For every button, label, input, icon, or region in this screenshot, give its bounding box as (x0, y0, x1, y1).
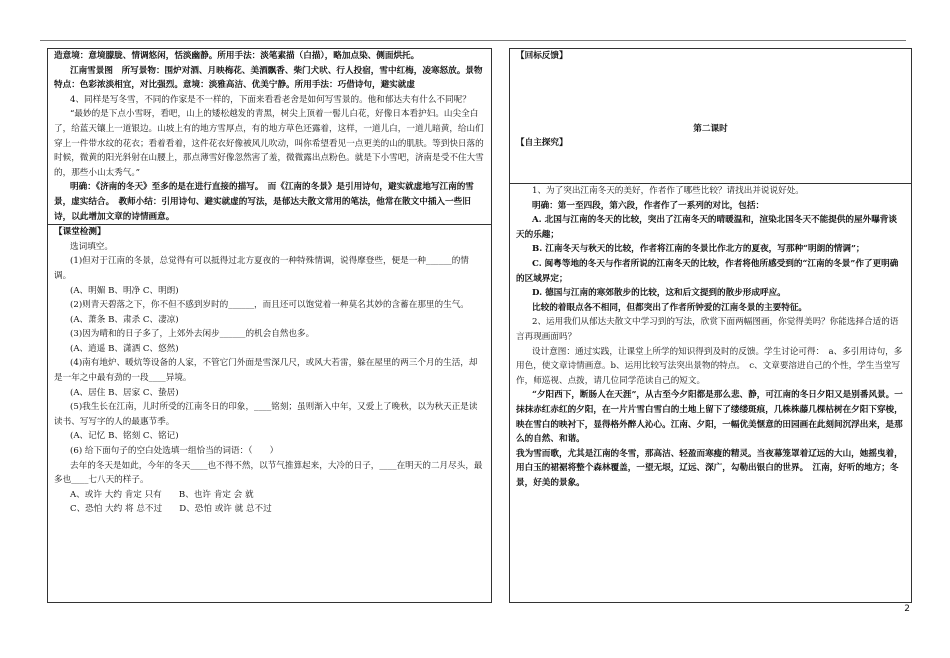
test-options: (A、萧条 B、肃杀 C、凄凉) (70, 314, 179, 325)
test-question: (3)因为晴和的日子多了，上郊外去闲步______的机会自然也多。 (70, 329, 315, 340)
test-intro: 选词填空。 (70, 241, 113, 252)
design-intent: 设计意图：通过实践，让课堂上所学的知识得到及时的反馈。学生讨论可得： a、多引用诗句，多用色，使文章诗情画意。b、运用比较写法突出景物的特点。 c、文章要溶进自己的个性，学生当堂写作，师巡视、点拨，请几位同学范读自己的短文。 (516, 346, 903, 386)
answer-item-a: A. 北国与江南的冬天的比较，突出了江南冬天的晴暖温和，渲染北国冬天不能提供的屋外曝背谈天的乐趣； (516, 215, 897, 240)
answer-item-d: D. 德国与江南的寒郊散步的比较，这和后文提到的散步形成呼应。 (532, 288, 786, 299)
explore-question-2: 2、运用我们从郁达夫散文中学习到的写法，欣赏下面两幅图画，你觉得美吗？你能选择合适的语言再现画面吗？ (516, 317, 899, 342)
sample-essay-1: “夕阳西下，断肠人在天涯”，从古至今夕阳都是那么悲、静，可江南的冬日夕阳又是别番风景。一抹抹赤红赤红的夕阳，在一片片雪白雪白的土地上留下了缕缕斑痕，几株株藤几棵枯树在夕阳下穿梭，映在雪白的映衬下，显得格外醉人沁心。江南、夕阳，一幅优美惬意的田园画在此刻间沉浮出来，是那么的自然、和谐。 (516, 390, 903, 445)
test-options: A、或许 大约 肯定 只有 B、也许 肯定 会 就 (70, 489, 254, 500)
test-options: (A、记忆 B、铭刻 C、铭记) (70, 431, 179, 442)
laoshe-quote: “最妙的是下点小雪呀，看吧，山上的矮松越发的青黑，树尖上顶着一髻儿白花，好像日本看护妇。山尖全白了，给蓝天镶上一道银边。山坡上有的地方雪厚点，有的地方草色还露着，这样，一道儿白，一道儿暗黄，给山们穿上一件带水纹的花衣；看着看着，这件花衣好像被风儿吹动，叫你希望看见一点更美的山的肌肤。等到快日落的时候，微黄的阳光斜射在山腰上，那点薄雪好像忽然害了羞，微微露出点粉色。就是下小雪吧，济南是受不住大雪的，那些小山太秀气。” (54, 109, 484, 178)
section-title-self-explore: 【自主探究】 (516, 138, 568, 149)
section-title-classroom-test: 【课堂检测】 (48, 224, 491, 240)
test-question: (5)我生长在江南，儿时所受的江南冬日的印象，____铭刻；虽则渐入中年，又爱上了晚秋，以为秋天正是读读书、写写字的人的最惠节季。 (54, 402, 478, 427)
feedback-box (510, 49, 911, 184)
answer-intro: 明确：第一至四段，第六段，作者作了一系列的对比，包括： (532, 200, 765, 211)
test-options: (A、逍遥 B、潇洒 C、悠然) (70, 343, 179, 354)
imagery-summary-1: 造意境：意境朦胧、情调悠闲，恬淡幽静。所用手法：淡笔素描（白描），略加点染、侧面烘托。 (54, 51, 420, 61)
test-question: 去年的冬天是如此，今年的冬天____也不得不然，以节气推算起来，大冷的日子，____在明天的二月尽头，最多也____七八天的样子。 (54, 460, 483, 486)
left-column (47, 48, 492, 603)
answer-clarification: 明确：《济南的冬天》至多的是在进行直接的描写。 而《江南的冬景》是引用诗句，避实就虚地写江南的雪景，虚实结合。 教师小结：引用诗句、避实就虚的写法，是郁达夫散文常用的笔法，他常在散文中插入一些旧诗，以此增加文章的诗情画意。 (54, 182, 474, 222)
test-question: (6) 给下面句子的空白处选填一组恰当的词语：（ ） (70, 446, 279, 457)
page-number: 2 (904, 604, 910, 614)
answer-item-b: B. 江南冬天与秋天的比较，作者将江南的冬景比作北方的夏夜，写那种“明朗的情调”； (532, 244, 865, 255)
sample-essay-2: 我为雪而歌，尤其是江南的冬雪，那高洁、轻盈而寒瘦的精灵。当夜幕笼罩着辽远的大山，她摇曳着，用白玉的裙裾将整个森林覆盖，一望无垠，辽远、深广，勾勒出银白的世界。 江南，好听的地方；冬景，好美的景象。 (516, 448, 903, 488)
test-options: (A、居住 B、居家 C、蛰居) (70, 387, 179, 398)
lesson-title: 第二课时 (693, 123, 728, 134)
test-options: (A、明媚 B、明净 C、明朗) (70, 285, 179, 296)
test-question: (1)但对于江南的冬景，总觉得有可以抵得过北方夏夜的一种特殊情调，说得摩登些，便是一种______的情调。 (54, 256, 469, 281)
page-header-rule (40, 40, 906, 41)
imagery-summary-2: 江南雪景图 所写景物：围炉对酒、月映梅花、美酒飘香、柴门犬吠、行人投宿，雪中红梅，凌寒怒放。景物特点：色彩浓淡相宜，对比强烈。意境：淡雅高洁、优美宁静。所用手法：巧借诗句，避实就虚 (54, 65, 483, 91)
test-options: C、恐怕 大约 将 总不过 D、恐怕 或许 就 总不过 (70, 504, 272, 515)
answer-item-c: C. 闽粤等地的冬天与作者所说的江南冬天的比较，作者将他所感受到的“江南的冬景”作了更明确的区域界定； (516, 258, 899, 284)
right-column (509, 48, 912, 603)
explore-question-1: 1、为了突出江南冬天的美好，作者作了哪些比较？请找出并说说好处。 (532, 186, 804, 196)
test-question: (2)则青天碧落之下，你不但不感到岁时的______，而且还可以饱觉着一种莫名其妙的含蓄在那里的生气。 (70, 300, 469, 311)
test-question: (4)南有地炉、暖炕等设备的人家，不管它门外面是雪深几尺，或风大若雷，躲在屋里的两三个月的生活，却是一年之中最有劲的一段____异境。 (54, 358, 478, 384)
section-title-feedback: 【回标反馈】 (516, 51, 568, 61)
question-4: 4、同样是写冬雪，不同的作家是不一样的，下面来看看老舍是如何写雪景的。他和郁达夫有什么不同呢？ (70, 94, 471, 105)
answer-summary: 比较的着眼点各不相同，但都突出了作者所钟爱的江南冬景的主要特征。 (532, 302, 808, 313)
